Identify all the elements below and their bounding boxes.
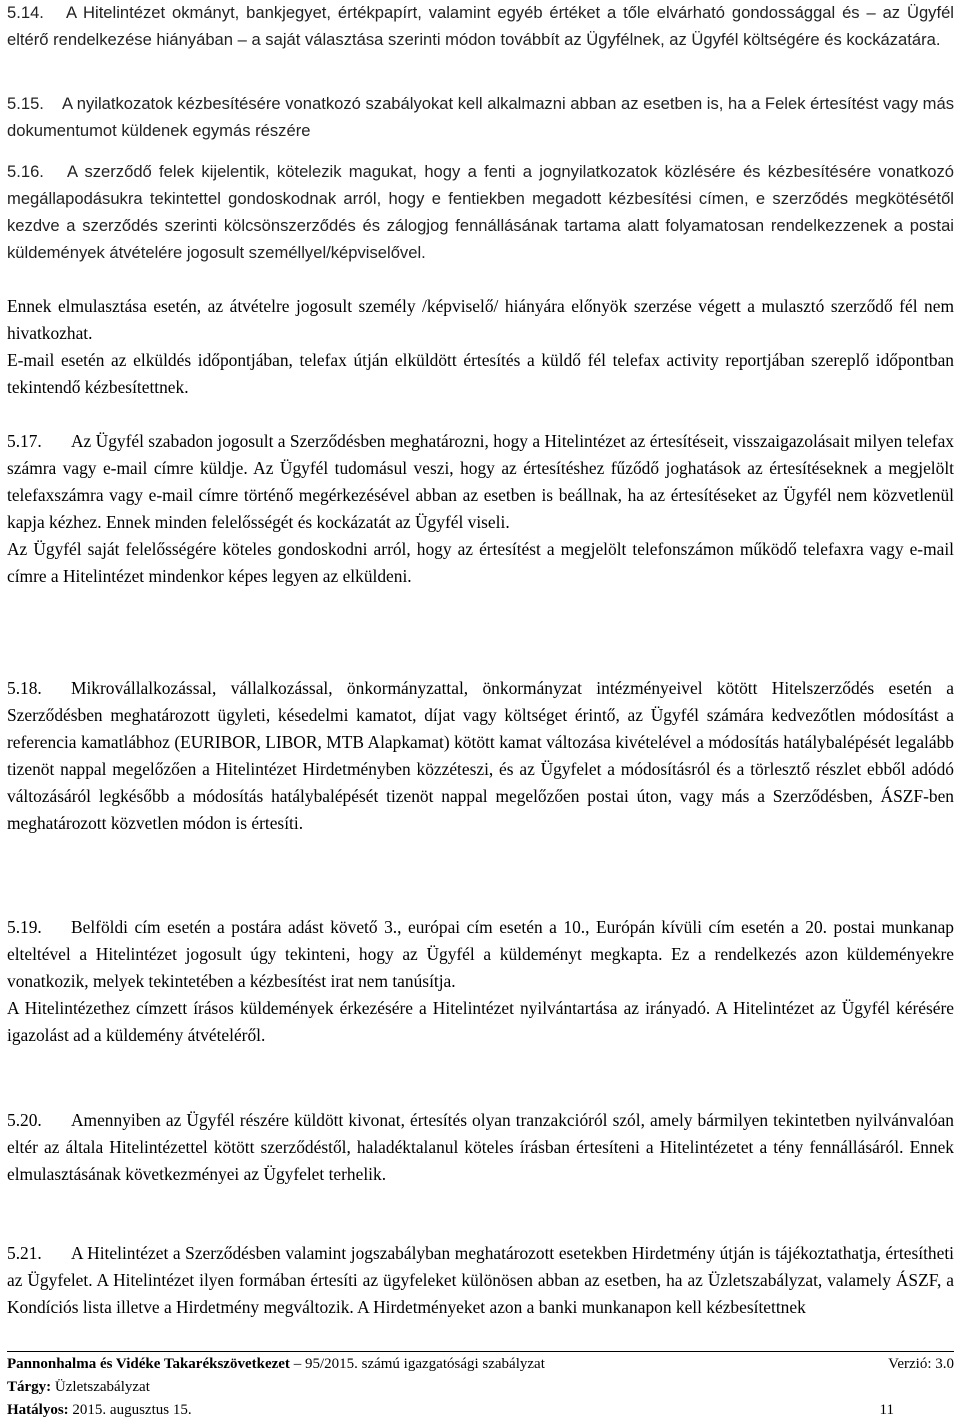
section-paragraph bbox=[7, 1240, 954, 1321]
section-paragraph bbox=[7, 914, 954, 995]
section-text: A nyilatkozatok kézbesítésére vonatkozó szabályokat kell alkalmazni abban az esetben is, ha a Felek értesítést vagy más dokumentumot küldenek egymás részére bbox=[7, 94, 954, 140]
section-text: A Hitelintézet okmányt, bankjegyet, értékpapírt, valamint egyéb értéket a tőle elvárható gondossággal és – az Ügyfél eltérő rendelkezése hiányában – a saját választása szerinti módon továbbít az Ügyfélnek, az Ügyfél költségére és kockázatára. bbox=[7, 3, 954, 49]
footer-version: Verzió: 3.0 bbox=[888, 1356, 954, 1372]
section-paragraph bbox=[7, 675, 954, 837]
section-paragraph: E-mail esetén az elküldés időpontjában, telefax útján elküldött értesítés a küldő fél telefax activity reportjában szereplő időpontban tekintendő kézbesítettnek. bbox=[7, 350, 954, 397]
section-number: 5.19. bbox=[7, 917, 42, 937]
section-paragraph bbox=[7, 158, 954, 266]
section-paragraph bbox=[7, 0, 954, 53]
section-5-16-continued bbox=[7, 293, 954, 401]
section-number: 5.21. bbox=[7, 1243, 42, 1263]
section-paragraph bbox=[7, 1107, 954, 1188]
section-number: 5.15. bbox=[7, 94, 44, 113]
footer-row-institution bbox=[7, 1353, 954, 1376]
section-paragraph bbox=[7, 428, 954, 536]
section-text: A Hitelintézet a Szerződésben valamint jogszabályban meghatározott esetekben Hirdetmény útján is tájékoztathatja, értesítheti az Ügyfelet. A Hitelintézet ilyen formában értesíti az ügyfeleket különösen abban az esetben, ha az Üzletszabályzat, valamely ÁSZF, a Kondíciós lista illetve a Hirdetmény megváltozik. A Hirdetményeket azon a banki munkanapon kell kézbesítettnek bbox=[7, 1243, 954, 1317]
page-footer bbox=[7, 1351, 954, 1422]
section-5-20 bbox=[7, 1107, 954, 1188]
section-text: Az Ügyfél szabadon jogosult a Szerződésben meghatározni, hogy a Hitelintézet az értesítéseit, visszaigazolásait milyen telefax számra vagy e-mail címre küldje. Az Ügyfél tudomásul veszi, hogy az értesítéshez fűződő joghatások az értesítéseknek a megjelölt telefaxszámra vagy e-mail címre történő megérkezésével abban az esetben is beállnak, ha az értesítéseket az Ügyfél nem közvetlenül kapja kézhez. Ennek minden felelősségét és kockázatát az Ügyfél viseli. bbox=[7, 431, 954, 532]
page-number: 11 bbox=[879, 1402, 894, 1418]
section-number: 5.17. bbox=[7, 431, 42, 451]
section-5-14 bbox=[7, 0, 954, 53]
footer-separator: – bbox=[293, 1356, 305, 1372]
section-paragraph: A Hitelintézethez címzett írásos küldemények érkezésére a Hitelintézet nyilvántartása az irányadó. A Hitelintézet az Ügyfél kérésére igazolást ad a küldemény átvételéről. bbox=[7, 998, 954, 1045]
footer-row-subject bbox=[7, 1376, 954, 1399]
section-5-21 bbox=[7, 1240, 954, 1321]
footer-row-effective bbox=[7, 1399, 954, 1422]
section-number: 5.14. bbox=[7, 3, 44, 22]
section-paragraph: Ennek elmulasztása esetén, az átvételre jogosult személy /képviselő/ hiányára előnyök szerzése végett a mulasztó szerződő fél nem hivatkozhat. bbox=[7, 296, 954, 343]
section-5-19 bbox=[7, 914, 954, 1049]
section-5-18 bbox=[7, 675, 954, 837]
section-paragraph: Az Ügyfél saját felelősségére köteles gondoskodni arról, hogy az értesítést a megjelölt telefonszámon működő telefaxra vagy e-mail címre a Hitelintézet mindenkor képes legyen az elküldeni. bbox=[7, 539, 954, 586]
footer-effective-value: 2015. augusztus 15. bbox=[72, 1402, 192, 1418]
section-text: Belföldi cím esetén a postára adást követő 3., európai cím esetén a 10., Európán kívüli cím esetén a 20. postai munkanap elteltével a Hitelintézet jogosult úgy tekinteni, hogy az Ügyfél a küldeményt megkapta. Ez a rendelkezés azon küldeményekre vonatkozik, melyek tekintetében a kézbesítést irat nem tanúsítja. bbox=[7, 917, 954, 991]
section-text: Amennyiben az Ügyfél részére küldött kivonat, értesítés olyan tranzakcióról szól, amely bármilyen tekintetben nyilvánvalóan eltér az általa Hitelintézettel kötött szerződéstől, haladéktalanul köteles írásban értesíteni a Hitelintézetet a tény fennállásáról. Ennek elmulasztásának következményei az Ügyfelet terhelik. bbox=[7, 1110, 954, 1184]
section-number: 5.18. bbox=[7, 678, 42, 698]
footer-institution: Pannonhalma és Vidéke Takarékszövetkezet bbox=[7, 1356, 290, 1372]
section-5-16 bbox=[7, 158, 954, 266]
footer-subject-value: Üzletszabályzat bbox=[54, 1379, 150, 1395]
footer-subject-label: Tárgy: bbox=[7, 1379, 52, 1395]
section-text: Mikrovállalkozással, vállalkozással, önkormányzattal, önkormányzat intézményeivel kötött Hitelszerződés esetén a Szerződésben meghatározott ügyleti, késedelmi kamatot, díjat vagy költséget érintő, az Ügyfél számára kedvezőtlen módosítást a referencia kamatlábhoz (EURIBOR, LIBOR, MTB Alapkamat) kötött kamat változása kivételével a módosítás hatálybalépését legalább tizenöt nappal megelőzően a Hitelintézet Hirdetményben közzéteszi, és az Ügyfelet a módosításról és a törlesztő részlet ebből adódó változásáról legkésőbb a módosítás hatálybalépését tizenöt nappal megelőzően postai úton, vagy más a Szerződésben, ÁSZF-ben meghatározott közvetlen módon is értesíti. bbox=[7, 678, 954, 833]
section-number: 5.16. bbox=[7, 162, 44, 181]
section-paragraph bbox=[7, 90, 954, 144]
section-5-17 bbox=[7, 428, 954, 590]
section-text: A szerződő felek kijelentik, kötelezik magukat, hogy a fenti a jognyilatkozatok közlésére és kézbesítésére vonatkozó megállapodásukra tekintettel gondoskodnak arról, hogy e fentiekben megadott kézbesítési címen, e szerződés megkötésétől kezdve a szerződés szerinti kölcsönszerződés és zálogjog fennállásának tartama alatt folyamatosan rendelkezzenek a postai küldemények átvételére jogosult személlyel/képviselővel. bbox=[7, 162, 954, 262]
footer-effective-label: Hatályos: bbox=[7, 1402, 69, 1418]
section-5-15 bbox=[7, 90, 954, 144]
section-number: 5.20. bbox=[7, 1110, 42, 1130]
footer-resolution: 95/2015. számú igazgatósági szabályzat bbox=[304, 1356, 545, 1372]
